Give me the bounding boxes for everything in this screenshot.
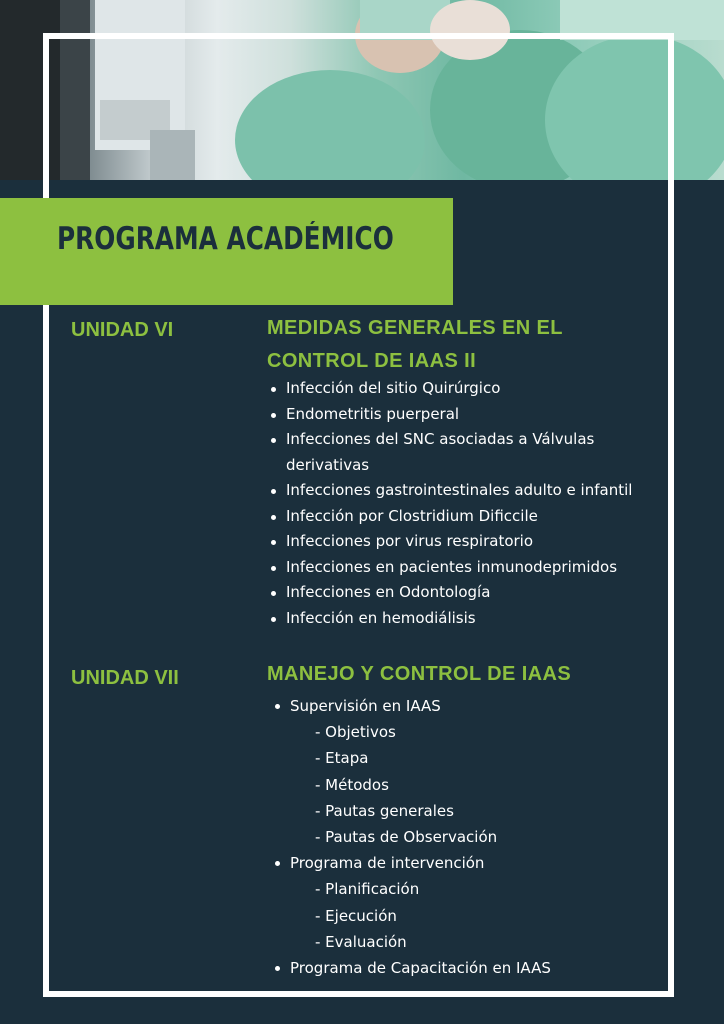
sub-list-item: - Planificación xyxy=(315,880,420,899)
sub-list-item: - Ejecución xyxy=(315,906,397,925)
list-item: Infecciones por virus respiratorio xyxy=(268,529,646,555)
list-item: Infección por Clostridium Dificcile xyxy=(268,504,646,530)
unit-vii-title: MANEJO Y CONTROL DE IAAS xyxy=(267,663,572,685)
unit-vii-topic-list xyxy=(272,693,650,981)
sub-list-item: - Pautas de Observación xyxy=(315,828,498,847)
sub-list xyxy=(290,719,650,850)
list-item: Endometritis puerperal xyxy=(268,402,646,428)
unit-vii-label: UNIDAD VII xyxy=(71,667,179,689)
sub-list-item: - Métodos xyxy=(315,775,389,794)
list-item xyxy=(272,955,650,981)
list-item xyxy=(272,693,650,850)
list-item: Infecciones del SNC asociadas a Válvulas derivativas xyxy=(268,427,646,478)
list-item-label: Programa de Capacitación en IAAS xyxy=(290,959,551,978)
list-item xyxy=(272,850,650,955)
unit-vi-topic-list xyxy=(268,376,646,631)
list-item-label: Supervisión en IAAS xyxy=(290,697,441,715)
unit-vi-title: MEDIDAS GENERALES EN EL CONTROL DE IAAS II xyxy=(267,317,563,372)
list-item: Infecciones en Odontología xyxy=(268,580,646,606)
sub-list-item: - Evaluación xyxy=(315,932,407,951)
sub-list-item: - Pautas generales xyxy=(315,801,454,820)
list-item: Infección en hemodiálisis xyxy=(268,606,646,632)
page-title: PROGRAMA ACADÉMICO xyxy=(57,221,394,257)
list-item: Infección del sitio Quirúrgico xyxy=(268,376,646,402)
list-item-label: Programa de intervención xyxy=(290,854,485,873)
list-item: Infecciones gastrointestinales adulto e infantil xyxy=(268,478,646,504)
sub-list xyxy=(290,876,650,955)
sub-list-item: - Objetivos xyxy=(315,723,396,742)
unit-vi-label: UNIDAD VI xyxy=(71,319,174,341)
list-item: Infecciones en pacientes inmunodeprimidos xyxy=(268,555,646,581)
sub-list-item: - Etapa xyxy=(315,749,369,768)
